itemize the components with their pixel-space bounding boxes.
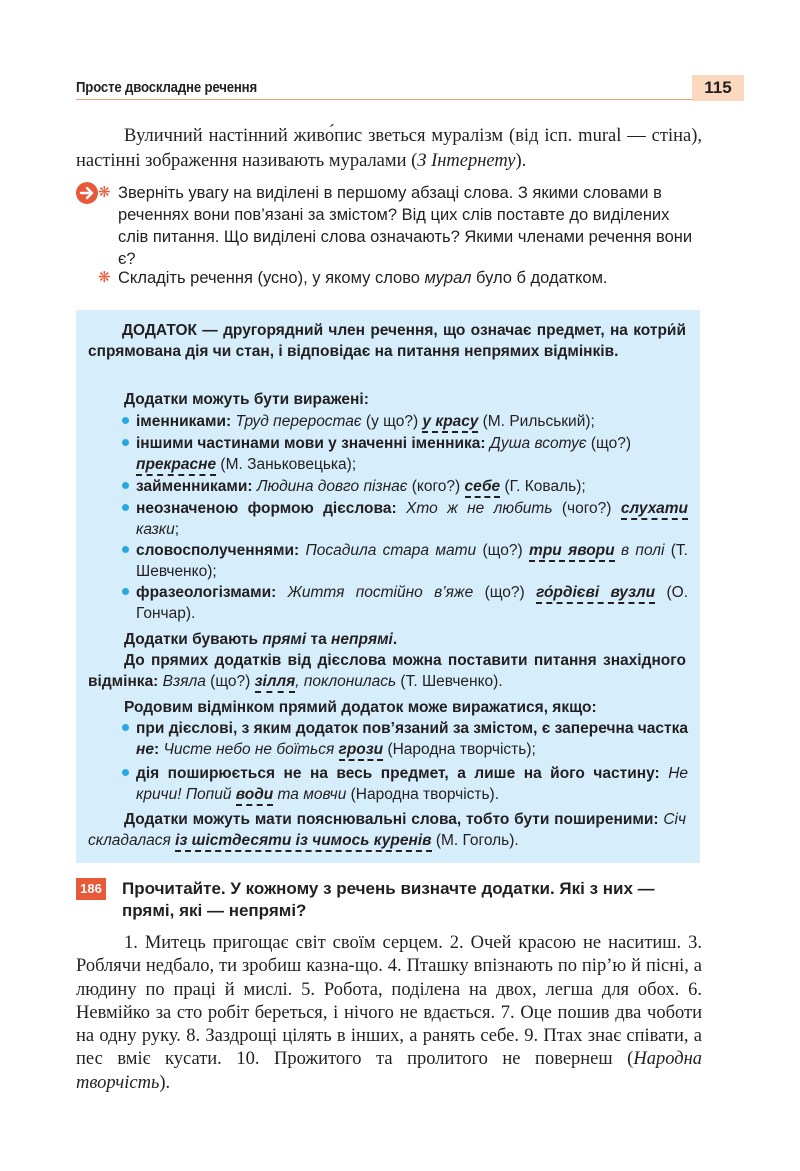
genitive-example: Чисте небо не боїться xyxy=(159,741,339,758)
genitive-example-tail: та мовчи xyxy=(273,786,347,803)
genitive-source: (Народна творчість); xyxy=(383,741,536,758)
item-label: неозначеною формою дієслова: xyxy=(136,500,397,517)
kinds-and: та xyxy=(306,631,332,648)
task-2-word: мурал xyxy=(424,269,472,287)
bullet xyxy=(122,588,129,595)
intro-text: Вуличний настінний живо́пис зветься муралізм (від ісп. mural — стіна), настінні зображення називають муралами ( xyxy=(76,126,702,171)
explanatory-example: Січ складалася xyxy=(88,811,686,849)
explanatory-source: (М. Гоголь). xyxy=(431,832,519,849)
rule-item xyxy=(136,540,688,582)
direct-question: (що?) xyxy=(205,673,255,690)
item-example: Посадила стара мати xyxy=(299,542,477,559)
item-example: Труд переростає xyxy=(231,413,362,430)
kinds-indirect: непрямі xyxy=(331,631,393,648)
genitive-object: грози xyxy=(339,741,384,761)
item-object: прекрасне xyxy=(136,456,216,476)
kinds-end: . xyxy=(392,631,398,648)
genitive-particle: не xyxy=(136,741,154,758)
genitive-object: води xyxy=(236,786,274,806)
exercise-text xyxy=(76,932,702,1095)
bullet xyxy=(122,546,129,553)
item-label: займенниками: xyxy=(136,478,253,495)
exercise-source: Народна творчість xyxy=(76,1049,702,1093)
genitive-source: (Народна творчість). xyxy=(346,786,500,803)
bullet xyxy=(122,482,129,489)
bullet xyxy=(122,724,129,731)
item-object: го́рдієві вузли xyxy=(536,584,655,604)
item-example: Людина довго пізнає xyxy=(252,478,408,495)
direct-example-tail: , поклонилась xyxy=(295,673,397,690)
item-source: (М. Заньковецька); xyxy=(216,456,357,473)
bullet xyxy=(122,504,129,511)
item-source: (О. Гончар). xyxy=(136,584,688,622)
expressed-title: Додатки можуть бути виражені: xyxy=(124,391,369,408)
item-question: (що?) xyxy=(476,542,530,559)
intro-close: ). xyxy=(515,151,527,171)
task-2 xyxy=(98,267,702,289)
task-2-text-b: було б додатком. xyxy=(471,269,608,287)
rule-item xyxy=(136,476,696,497)
task-star-icon: ❋ xyxy=(98,184,111,201)
genitive-colon: : xyxy=(153,741,160,758)
direct-rule-text: До прямих додатків від дієслова можна поставити питання знахідного відмінка: xyxy=(88,652,686,690)
item-object: три явори xyxy=(529,542,615,562)
item-question: (що?) xyxy=(473,584,537,601)
running-header-title: Просте двоскладне речення xyxy=(76,79,257,96)
intro-source: З Інтернету xyxy=(417,151,516,171)
rule-item xyxy=(136,498,688,540)
item-example: Життя постійно в’яже xyxy=(276,584,474,601)
exercise-instruction: Прочитайте. У кожному з речень визначте додатки. Які з них — прямі, які — непрямі? xyxy=(122,879,655,920)
item-object: слухати xyxy=(621,500,688,520)
genitive-label: при дієслові, з яким додаток пов’язаний за змістом, є заперечна частка xyxy=(136,720,688,737)
item-question: (у що?) xyxy=(361,413,423,430)
item-object: себе xyxy=(465,478,501,498)
item-object: у красу xyxy=(422,413,478,433)
item-source: (Г. Коваль); xyxy=(500,478,586,495)
page-number: 115 xyxy=(692,75,744,101)
genitive-item xyxy=(136,763,688,805)
item-label: фразеологізмами: xyxy=(136,584,277,601)
arrow-icon xyxy=(76,182,98,204)
exercise-number-badge: 186 xyxy=(76,878,106,900)
direct-example: Взяла xyxy=(158,673,206,690)
exercise-close: ). xyxy=(159,1072,171,1093)
explanatory-object: із шістдесяти із чимось куренів xyxy=(175,832,431,852)
item-example-tail: в полі xyxy=(614,542,665,559)
rule-definition xyxy=(88,320,686,362)
item-question: (кого?) xyxy=(407,478,465,495)
direct-object: зілля xyxy=(255,673,296,693)
rule-item xyxy=(136,411,696,432)
item-example: Душа всотує xyxy=(485,435,587,452)
direct-object-rule xyxy=(88,650,686,692)
task-1-text: Зверніть увагу на виділені в першому абзаці слова. З якими словами в реченнях вони пов’язані за змістом? Від цих слів поставте до виділених слів питання. Що виділені слова означають? Якими членами речення вони є? xyxy=(118,184,693,268)
task-1 xyxy=(98,182,702,270)
explanatory-rule xyxy=(88,809,686,851)
item-label: іменниками: xyxy=(136,413,232,430)
genitive-title: Родовим відмінком прямий додаток може виражатися, якщо: xyxy=(124,699,597,716)
direct-source: (Т. Шевченко). xyxy=(396,673,503,690)
item-source: (Т. Шевченко); xyxy=(136,542,688,580)
kinds-direct: прямі xyxy=(262,631,307,648)
genitive-example: Не кричи! Попий xyxy=(136,765,689,803)
bullet xyxy=(122,769,129,776)
genitive-label: дія поширюється не на весь предмет, а лише на його частину: xyxy=(136,765,660,782)
item-question: (чого?) xyxy=(552,500,621,517)
item-source: (М. Рильський); xyxy=(478,413,595,430)
kinds-line xyxy=(124,629,722,650)
rule-item xyxy=(136,433,696,475)
task-2-text-a: Складіть речення (усно), у якому слово xyxy=(118,269,425,287)
intro-paragraph xyxy=(76,124,702,174)
genitive-item xyxy=(136,718,688,760)
item-question: (що?) xyxy=(586,435,632,452)
header-rule xyxy=(76,99,692,100)
item-label: іншими частинами мови у значенні іменника: xyxy=(136,435,486,452)
bullet xyxy=(122,417,129,424)
exercise-sentences: 1. Митець пригощає світ своїм серцем. 2. Очей красою не наситиш. 3. Роблячи недбало, ти зробиш казна-що. 4. Пташку впізнають по пір’ю й пісні, а людину по праці й мислі. 5. Робота, поділена на двох, легша для обох. 6. Невмійко за сто робіт береться, і нічого не вдається. 7. Оце пошив два чоботи на одну руку. 8. Заздрощі цілять в інших, а ранять себе. 9. Птах знає співати, а пес вміє кусати. 10. Прожитого та пролитого не повернеш ( xyxy=(76,933,702,1070)
item-example-tail: казки xyxy=(136,521,175,538)
explanatory-text: Додатки можуть мати пояснювальні слова, тобто бути поширеними: xyxy=(124,811,659,828)
rule-term: ДОДАТОК xyxy=(122,322,197,339)
item-source: ; xyxy=(174,521,180,538)
bullet xyxy=(122,439,129,446)
item-label: словосполученнями: xyxy=(136,542,300,559)
rule-item xyxy=(136,582,688,624)
kinds-text: Додатки бувають xyxy=(124,631,263,648)
rule-definition-text: — другорядний член речення, що означає предмет, на котри́й спрямована дія чи стан, і відповідає на питання непрямих відмінків. xyxy=(88,322,686,360)
item-example: Хто ж не любить xyxy=(396,500,553,517)
task-star-icon: ❋ xyxy=(98,269,111,286)
